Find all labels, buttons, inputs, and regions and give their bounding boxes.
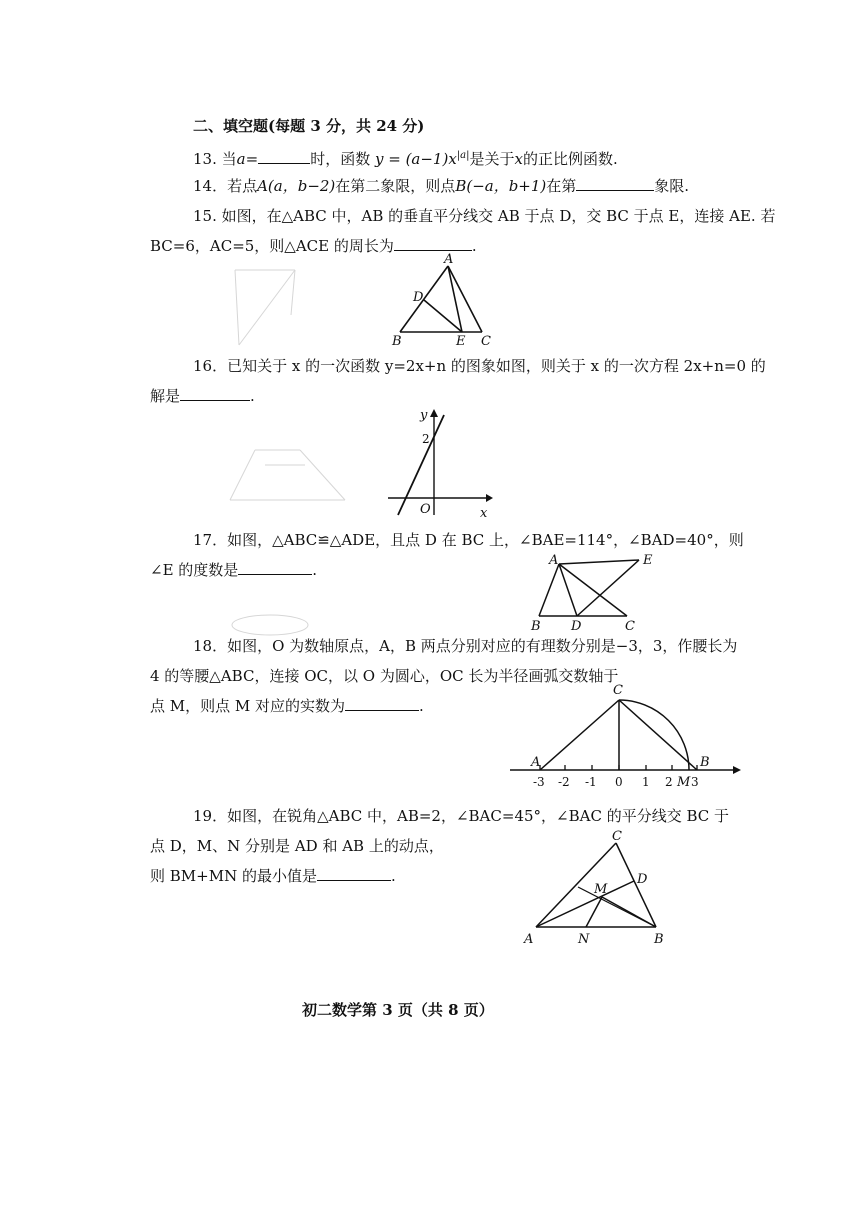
q18-line1: 18．如图，O 为数轴原点，A，B 两点分别对应的有理数分别是−3，3，作腰长为 — [193, 637, 738, 655]
q17-label-e: E — [643, 553, 653, 568]
q15-label-e: E — [456, 334, 466, 349]
q19-label-a: A — [524, 932, 534, 947]
q13-exponent: |a| — [456, 150, 470, 161]
bleed-through-figure — [225, 260, 315, 350]
q13-end: 的正比例函数. — [522, 150, 618, 168]
q19-bisector-ad — [536, 881, 634, 927]
q15-answer-blank[interactable] — [394, 236, 472, 251]
q13-eq: = — [245, 150, 259, 168]
q13-post: 是关于 — [469, 150, 515, 168]
page-footer: 初二数学第 3 页（共 8 页） — [302, 1001, 494, 1019]
q14-answer-blank[interactable] — [576, 176, 654, 191]
q19-label-c: C — [612, 829, 622, 844]
q18-tick-label: -2 — [558, 775, 570, 789]
bleed-through-figure — [225, 445, 355, 505]
q15-side-ac — [448, 266, 482, 332]
q18-tick-label: 2 — [665, 775, 673, 789]
q18-answer-blank[interactable] — [345, 696, 419, 711]
q16-line1: 16．已知关于 x 的一次函数 y=2x+n 的图象如图，则关于 x 的一次方程 2x+n=0 的 — [193, 357, 766, 375]
q19-answer-blank[interactable] — [317, 866, 391, 881]
q18-tick-label: -3 — [533, 775, 545, 789]
q17-label-a: A — [549, 553, 559, 568]
q18-line2: 4 的等腰△ABC，连接 OC，以 O 为圆心，OC 长为半径画弧交数轴于 — [150, 667, 619, 685]
q16-y-axis-arrow — [430, 409, 438, 417]
q19-line2: 点 D，M、N 分别是 AD 和 AB 上的动点， — [150, 837, 444, 855]
q17-answer-blank[interactable] — [238, 560, 312, 575]
q17-label-b: B — [531, 619, 541, 632]
q15-label-b: B — [392, 334, 402, 349]
q17-side-ac — [559, 564, 627, 616]
q17-line2-end: . — [312, 561, 318, 579]
q13-answer-blank[interactable] — [258, 149, 310, 164]
q18-label-a: A — [531, 755, 541, 770]
q16-graph-figure — [380, 405, 500, 520]
q16-function-line — [398, 415, 444, 515]
q15-line2-end: . — [471, 237, 477, 255]
q17-triangles-figure — [525, 550, 665, 632]
q19-triangle-figure — [520, 825, 690, 950]
q16-label-origin: O — [420, 502, 431, 517]
q16-label-y: y — [420, 408, 428, 423]
q18-axis-arrow — [733, 766, 741, 774]
q18-tick-label: 1 — [642, 775, 650, 789]
q18-arc — [619, 700, 689, 770]
q17-side-ab — [539, 564, 559, 616]
q18-side-bc — [619, 700, 697, 770]
q19-line3 — [150, 866, 396, 886]
q15-side-ab — [400, 266, 448, 332]
q18-line3-text: 点 M，则点 M 对应的实数为 — [150, 697, 346, 715]
q13-var: a — [236, 150, 246, 168]
question-14 — [193, 176, 689, 196]
q17-line2 — [150, 560, 317, 580]
q18-label-b: B — [700, 755, 710, 770]
q17-line1: 17．如图，△ABC≌△ADE，且点 D 在 BC 上，∠BAE=114°，∠BAD=40°，则 — [193, 531, 744, 549]
q18-label-c: C — [613, 683, 623, 698]
q14-text2: 在第二象限，则点 — [335, 177, 456, 195]
q14-text4: 象限. — [654, 177, 690, 195]
q15-line1: 15. 如图，在△ABC 中，AB 的垂直平分线交 AB 于点 D，交 BC 于点 E，连接 AE. 若 — [193, 207, 776, 225]
q17-label-d: D — [571, 619, 582, 632]
q13-number: 13. — [193, 150, 217, 168]
q13-func: y = (a−1)x — [374, 150, 457, 168]
q18-numberline-figure — [505, 680, 745, 795]
q18-tick-label: -1 — [585, 775, 597, 789]
q16-x-axis-arrow — [486, 494, 493, 502]
q16-label-two: 2 — [422, 432, 430, 446]
q15-label-d: D — [413, 290, 424, 305]
q19-label-n: N — [578, 932, 590, 947]
q19-segment-mn — [586, 897, 602, 927]
q18-line3 — [150, 696, 424, 716]
q18-side-ac — [540, 700, 619, 770]
q17-line2-text: ∠E 的度数是 — [150, 561, 239, 579]
q17-label-c: C — [625, 619, 635, 632]
q19-line1: 19．如图，在锐角△ABC 中，AB=2，∠BAC=45°，∠BAC 的平分线交 BC 于 — [193, 807, 730, 825]
q18-tick-label: 3 — [691, 775, 699, 789]
section-title: 二、填空题(每题 3 分，共 24 分) — [193, 117, 425, 135]
q19-side-bc — [616, 843, 656, 927]
q17-side-ae — [559, 560, 639, 564]
q16-line2-end: . — [250, 387, 255, 405]
q19-label-b: B — [654, 932, 664, 947]
q16-line2 — [150, 386, 255, 406]
q13-pre: 当 — [221, 150, 237, 168]
q15-triangle-figure — [380, 250, 520, 350]
q18-tick-label: 0 — [615, 775, 623, 789]
q18-label-m: M — [677, 775, 691, 790]
bleed-through-figure — [225, 605, 315, 645]
q14-text1: 14．若点 — [193, 177, 258, 195]
q19-line3-text: 则 BM+MN 的最小值是 — [150, 867, 317, 885]
q14-text3: 在第 — [546, 177, 577, 195]
q16-line2-text: 解是 — [150, 387, 181, 405]
question-13 — [193, 146, 618, 169]
q13-mid: 时，函数 — [310, 150, 371, 168]
q14-point-b: B(−a，b+1) — [455, 177, 547, 195]
q13-x: x — [514, 150, 523, 168]
q16-label-x: x — [480, 506, 488, 520]
q15-label-c: C — [481, 334, 491, 349]
q14-point-a: A(a，b−2) — [257, 177, 336, 195]
q19-label-d: D — [637, 872, 648, 887]
q15-label-a: A — [444, 252, 454, 267]
q19-line3-end: . — [390, 867, 396, 885]
q19-label-m: M — [594, 882, 608, 897]
q17-side-de — [577, 560, 639, 616]
q15-line2-text: BC=6，AC=5，则△ACE 的周长为 — [150, 237, 394, 255]
q18-line3-end: . — [419, 697, 424, 715]
q16-answer-blank[interactable] — [180, 386, 250, 401]
